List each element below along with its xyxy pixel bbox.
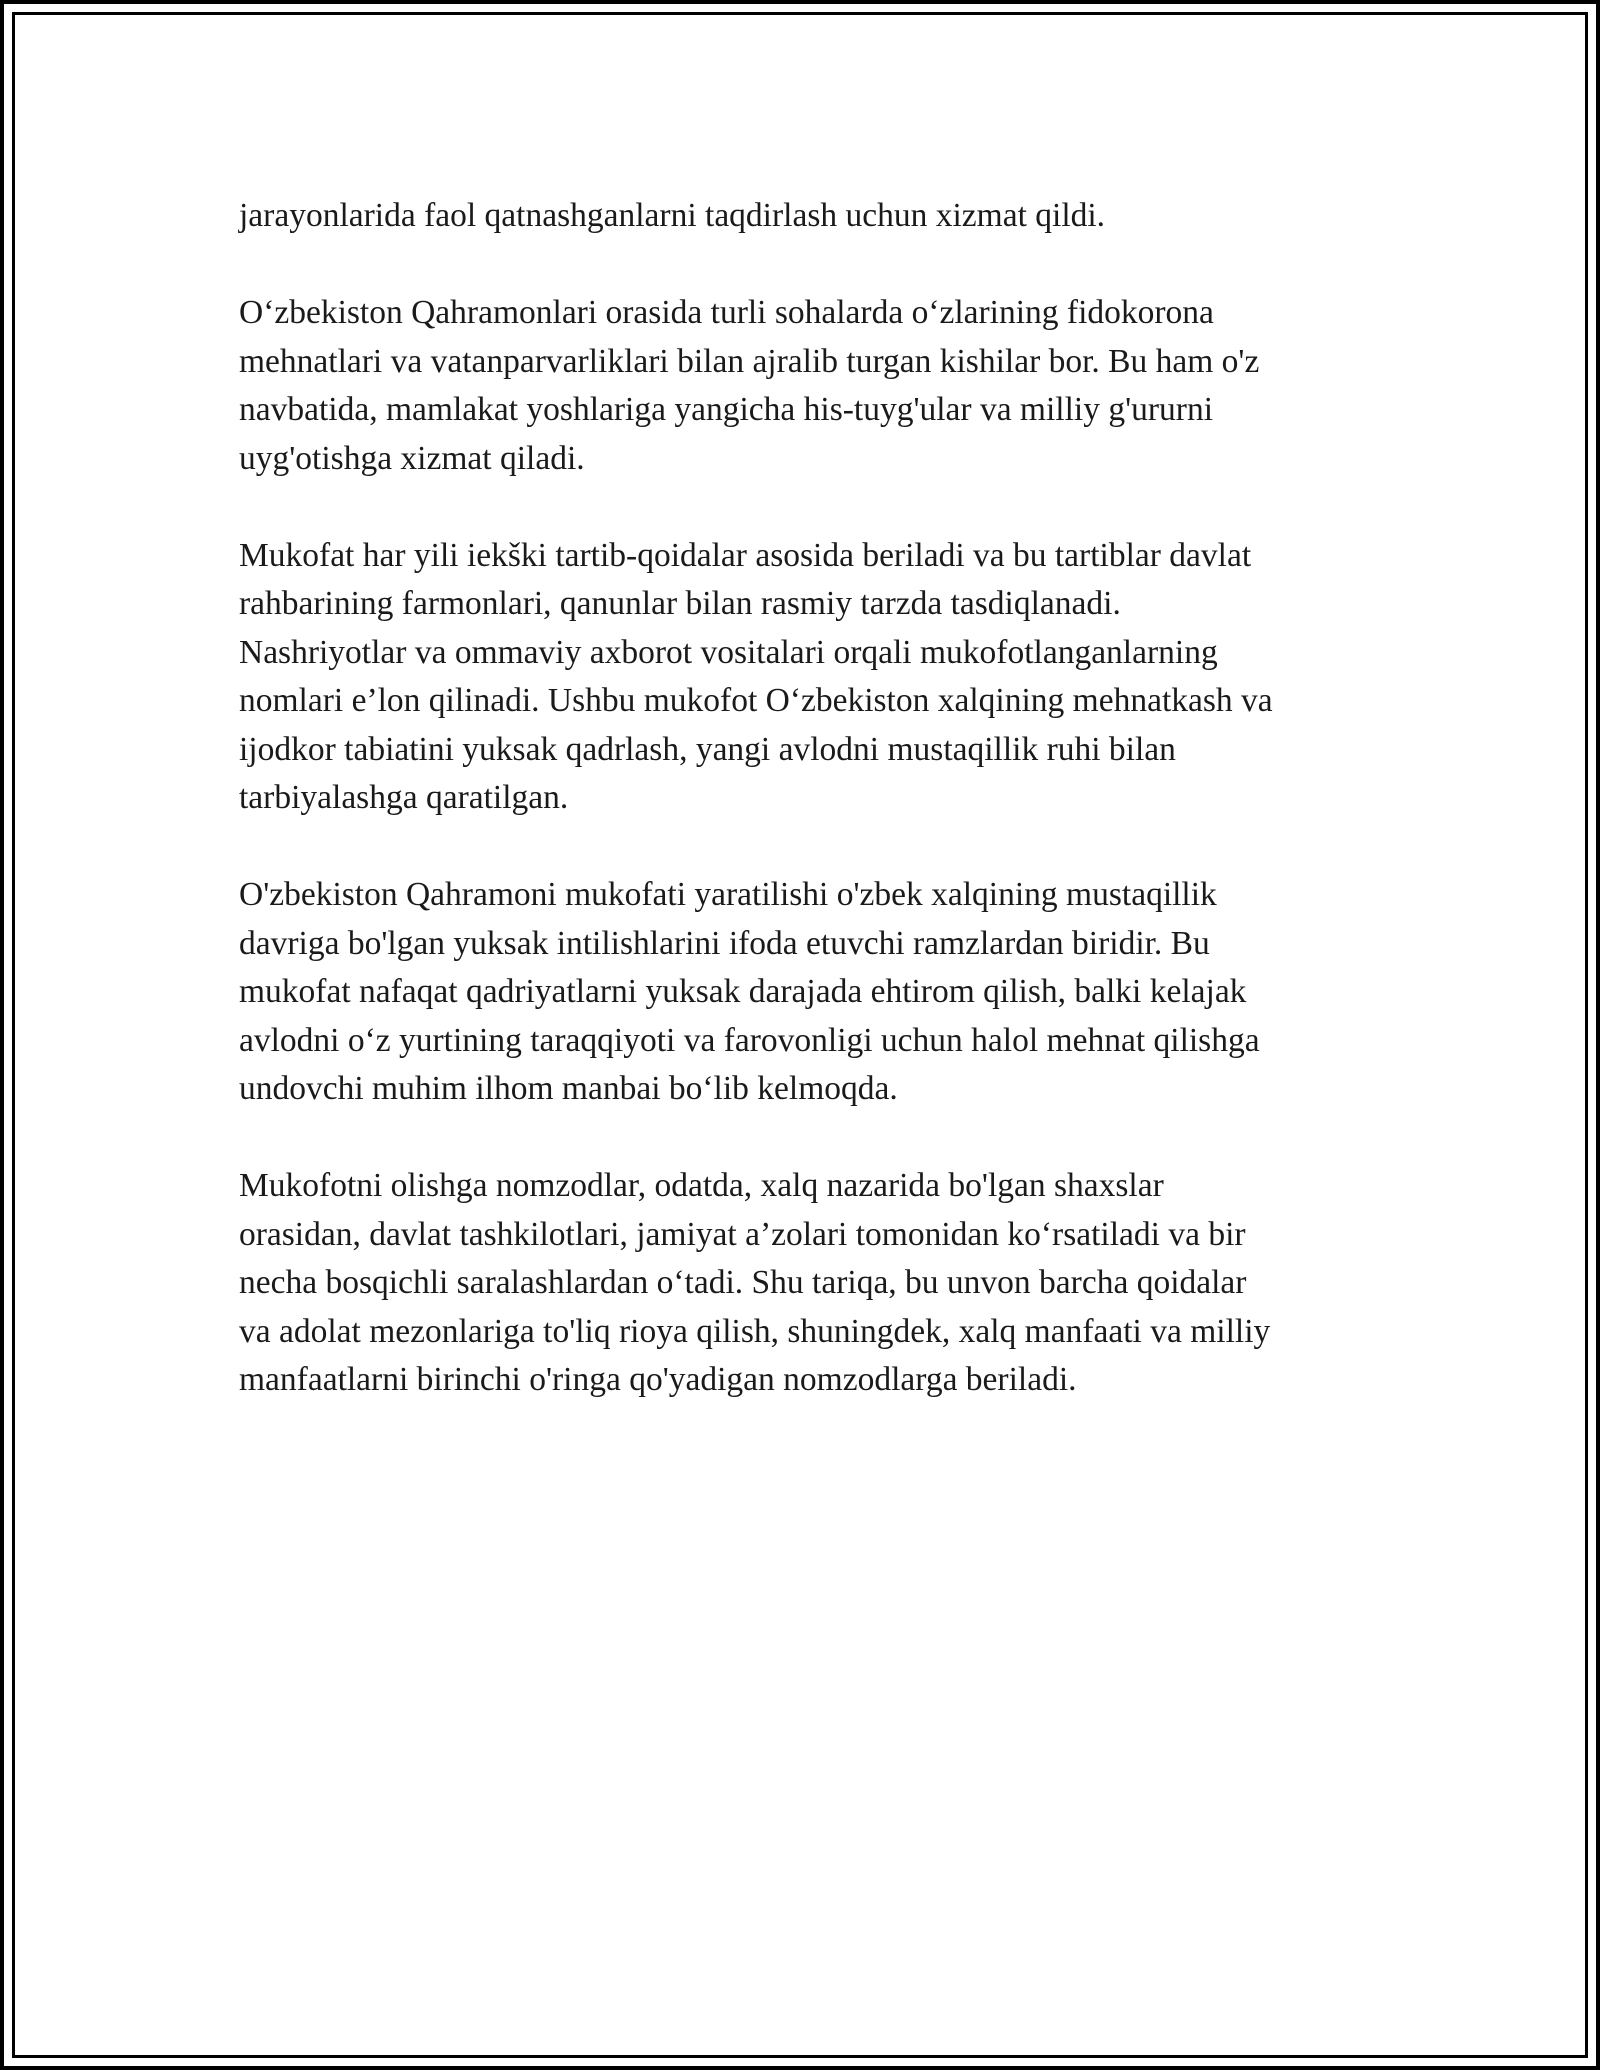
paragraph-2: O‘zbekiston Qahramonlari orasida turli sohalarda o‘zlarining fidokorona mehnatlari va vatanparvarliklari bilan ajralib turgan kishilar bor. Bu ham o'z navbatida, mamlakat yoshlariga yangicha his-tuyg'ular va milliy g'ururni uyg'otishga xizmat qiladi. <box>239 294 1260 477</box>
paragraph-1: jarayonlarida faol qatnashganlarni taqdirlash uchun xizmat qildi. <box>239 197 1106 234</box>
paragraph-5: Mukofotni olishga nomzodlar, odatda, xalq nazarida bo'lgan shaxslar orasidan, davlat tashkilotlari, jamiyat a’zolari tomonidan ko‘rsatiladi va bir necha bosqichli saralashlardan o‘tadi. Shu tariqa, bu unvon barcha qoidalar va adolat mezonlariga to'liq rioya qilish, shuningdek, xalq manfaati va milliy manfaatlarni birinchi o'ringa qo'yadigan nomzodlarga beriladi. <box>239 1167 1271 1398</box>
paragraph-4: O'zbekiston Qahramoni mukofati yaratilishi o'zbek xalqining mustaqillik davriga bo'lgan yuksak intilishlarini ifoda etuvchi ramzlardan biridir. Bu mukofat nafaqat qadriyatlarni yuksak darajada ehtirom qilish, balki kelajak avlodni o‘z yurtining taraqqiyoti va farovonligi uchun halol mehnat qilishga undovchi muhim ilhom manbai bo‘lib kelmoqda. <box>239 876 1260 1107</box>
paragraph-3: Mukofat har yili iekški tartib-qoidalar asosida beriladi va bu tartiblar davlat rahbarining farmonlari, qanunlar bilan rasmiy tarzda tasdiqlanadi. Nashriyotlar va ommaviy axborot vositalari orqali mukofotlanganlarning nomlari e’lon qilinadi. Ushbu mukofot O‘zbekiston xalqining mehnatkash va ijodkor tabiatini yuksak qadrlash, yangi avlodni mustaqillik ruhi bilan tarbiyalashga qaratilgan. <box>239 536 1273 816</box>
document-body <box>239 192 1389 1453</box>
